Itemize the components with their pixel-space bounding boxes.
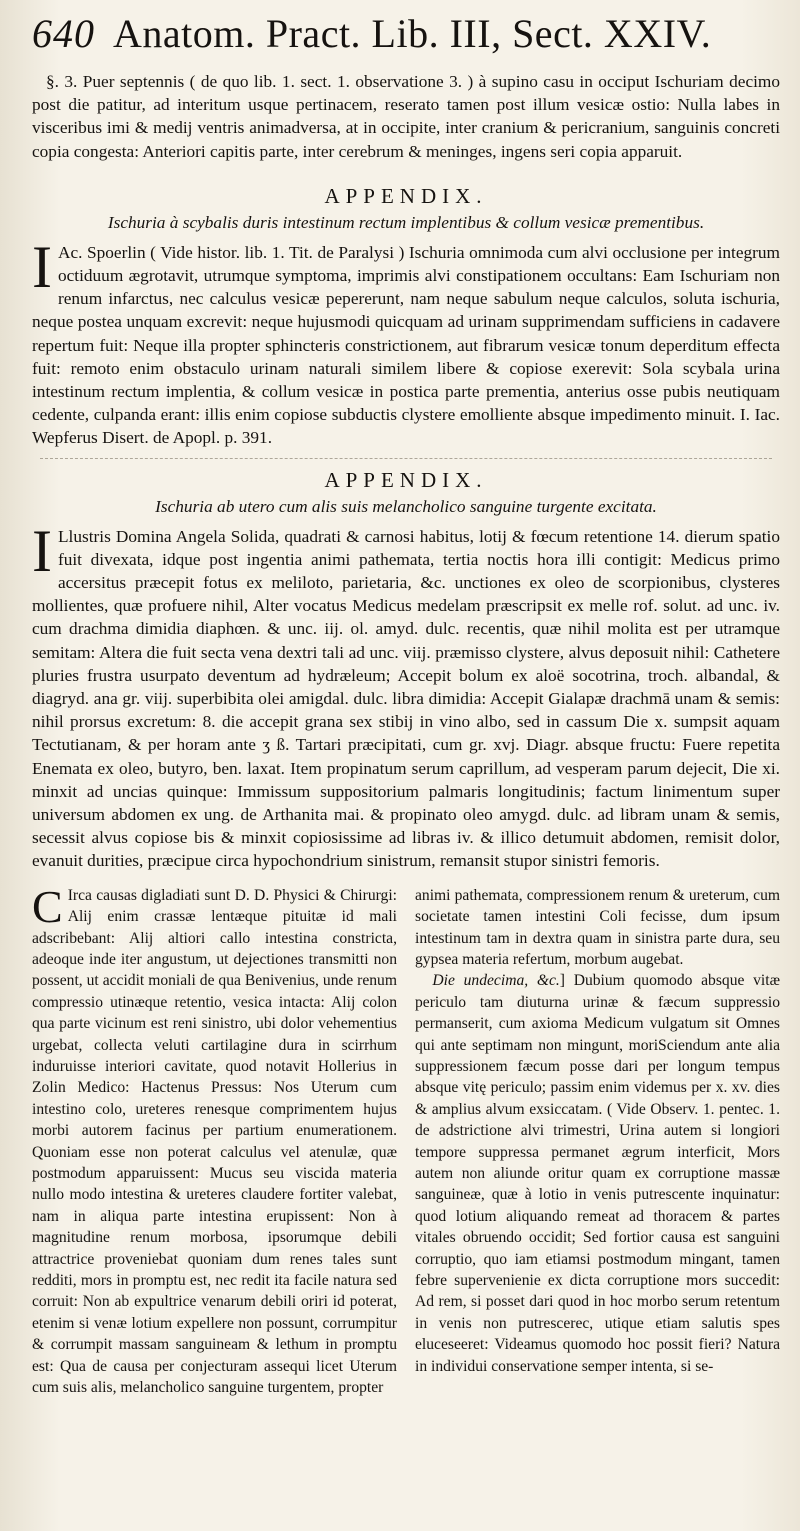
- observation-3-paragraph: §. 3. Puer septennis ( de quo lib. 1. sect. 1. observatione 3. ) à supino casu in occiput Ischuriam decimo post die patitur, ad interitum usque pertinacem, reserato tamen post illum vesicæ ostio: Nulla labes in visceribus imi & medij ventris animadversa, at in occipite, inter cranium & pericranium, sanguinis concreti copia congesta: Anteriori capitis parte, inter cerebrum & meninges, ingens seri copia apparuit.: [32, 72, 780, 161]
- running-title: Anatom. Pract. Lib. III, Sect. XXIV.: [113, 11, 712, 56]
- appendix-1-paragraph: [32, 233, 780, 450]
- section-divider: [40, 458, 772, 459]
- page-number: 640: [32, 11, 95, 56]
- appendix-2-text: Llustris Domina Angela Solida, quadrati & carnosi habitus, lotij & fœcum retentione 14. dierum spatio fuit divexata, idque post ingentia animi pathemata, tertia noctis hora illi contigit: Medicus primo accersitus præcepit fotus ex meliloto, parietaria, &c. unctiones ex oleo de scorpionibus, clysteres mollientes, quæ profuere nihil, Alter vocatus Medicus medelam præscripsit ex melle rof. solut. ad unc. iv. cum drachma dimidia diaphœn. & unc. iij. ol. amyd. dulc. recentis, quæ nihil molita est per utramque semitam: Altera die fuit secta vena dextri tali ad unc. viij. præmisso clystere, alvus deposuit nihil: Cathetere pluries frustra usurpato deventum ad hydræleum; Accepit bolum ex aloë socotrina, troch. albandal, & diagryd. ana gr. viij. superbibita olei amigdal. dulc. libra dimidia: Accepit Gialapæ drachmā unam & semis: nihil prorsus excretum: 8. die accepit grana sex stibij in vino albo, sed in cassum Die x. sumpsit aquam Tectutianam, & per horam ante ʒ ß. Tartari præcipitati, cum gr. xvj. Diagr. absque fructu: Fuere repetita Enemata ex oleo, butyro, ben. laxat. Item propinatum serum caprillum, ad vesperam parum dejecit, Die xi. minxit ad uncias quinque: Immissum suppositorium palmaris longitudinis; factum linimentum super universum abdomen ex ung. de Arthanita mai. & propinato oleo amygd. dulc. ad libram unam & semis, secessit alvus copiose bis & minxit copiosissime ad libras iv. & illico detumuit abdomen, remisit dolor, evanuit durities, præcipue circa hypochondrium sinistrum, remansit stupor sinistri femoris.: [32, 526, 780, 871]
- appendix-1-subheading: Ischuria à scybalis duris intestinum rectum implentibus & collum vesicæ prementibus.: [107, 212, 705, 232]
- two-column-commentary: [32, 880, 780, 1399]
- appendix-2-heading: APPENDIX.: [324, 467, 488, 492]
- left-column-body: Irca causas digladiati sunt D. D. Physici & Chirurgi: Alij enim crassæ lentæque pituitæ id mali adscribebant: Alij altiori callo intestina constricta, adeoque inde iter angustum, ut dejectiones transmitti non possent, ut accidit moniali de qua Benivenius, unde renum compressio utinæque retentio, vesica intacta: Alij colon qua parte vicinum est reni sinistro, ubi dolor vehementius urgebat, collecta veluti cartilagine dura in scirrhum induruisse interiori cavitate, quod notavit Hollerius in Zolin Medico: Hactenus Pressus: Nos Uterum cum intestino colo, ureteres renesque comprimentem hujus morbi autorem facinus per partium enumerationem. Quoniam esse non poterat calculus vel atenulæ, quæ postmodum apparuissent: Mucus seu viscida materia nullo modo intestina & ureteres claudere fortiter valebat, nam in aliqua parte intestina erupissent: Non à magnitudine renum morbosa, ipsorumque debili attractrice proveniebat quoniam dum renes tales sunt redditi, mors in promptu est, nec redit ita facile natura sed corruit: Non ab expultrice venarum debili oriri id poterat, etenim si venæ lotium expellere non possunt, corrumpitur & corrumpit massam sanguineam & lethum in promptu est: Qua de causa per conjecturam assequi licet Uterum cum suis alis, melancholico sanguine turgentem, propter: [32, 886, 397, 1397]
- appendix-2-subheading: Ischuria ab utero cum alis suis melancholico sanguine turgente excitata.: [155, 496, 657, 516]
- appendix-1-heading: APPENDIX.: [324, 183, 488, 208]
- lemma: Die undecima, &c.: [432, 972, 560, 990]
- appendix-1-text: Ac. Spoerlin ( Vide histor. lib. 1. Tit. de Paralysi ) Ischuria omnimoda cum alvi occlusione per integrum octiduum ægrotavit, utrumque symptoma, imprimis alvi constipationem occultans: Eam Ischuriam non renum infarctus, nec calculus vesicæ pepererunt, nam neque sabulum neque calculos, soluta ischuria, neque postea unquam excrevit: neque hujusmodi quicquam ad urinam supprimendam sufficiens in cadavere repertum fuit: Neque illa propter sphincteris constrictionem, aut fibrarum vesicæ tonum deperditum effecta fuit: remoto enim obstaculo urinam naturali similem libere & copiose exerevit: Sola scybala urina intestinum rectum implentia, & collum vesicæ in postica parte prementia, anterius osse pubis neutiquam cedente, culpanda erant: illis enim copiose subductis clystere emolliente absque impedimento minuit. I. Iac. Wepferus Disert. de Apopl. p. 391.: [32, 242, 780, 448]
- right-column-body-2: ] Dubium quomodo absque vitæ periculo tam diuturna urinæ & fæcum suppressio permanserit, cum axioma Medicum vulgatum sit Omnes qui ante septimam non mingunt, moriSciendum ante alia suppressionem fæcum posse dari per longum tempus absque vitę periculo; passim enim videmus per x. xv. dies & amplius alvum exsiccatam. ( Vide Observ. 1. pentec. 1. de adstrictione alvi trimestri, Urina autem si longiori tempore suppressa permanet ægrum interficit, Mors autem non aliunde oritur quam ex corruptione massæ sanguineæ, quæ à lotio in venis putrescente inquinatur: quod lotium aliquando remeat ad thoracem & partes vitales obruendo occidit; Sed fortior causa est sanguini corruptio, quo iam etiamsi postmodum mingant, tamen febre supervenienie ex dicta corruptione mors succedit: Ad rem, si posset dari quod in hoc morbo serum retentum in venis non putrescerec, utique etiam salutis spes eluceseeret: Videamus quomodo hoc possit fieri? Natura in individui conservatione semper intenta, si se-: [415, 972, 780, 1375]
- right-column-text: [415, 885, 780, 1399]
- appendix-2-paragraph: [32, 517, 780, 873]
- running-head: [32, 10, 780, 68]
- drop-cap: C: [32, 880, 63, 932]
- right-column-body-1: animi pathemata, compressionem renum & ureterum, cum societate tamen intestini Coli fecisse, dum ipsum intestinum tam in dextra quam in sinistra parte dura, seu gypsea materia refertum, morbum augebat.: [415, 886, 780, 968]
- left-column-text: [32, 880, 397, 1399]
- drop-cap: I: [32, 517, 52, 584]
- drop-cap: I: [32, 233, 52, 300]
